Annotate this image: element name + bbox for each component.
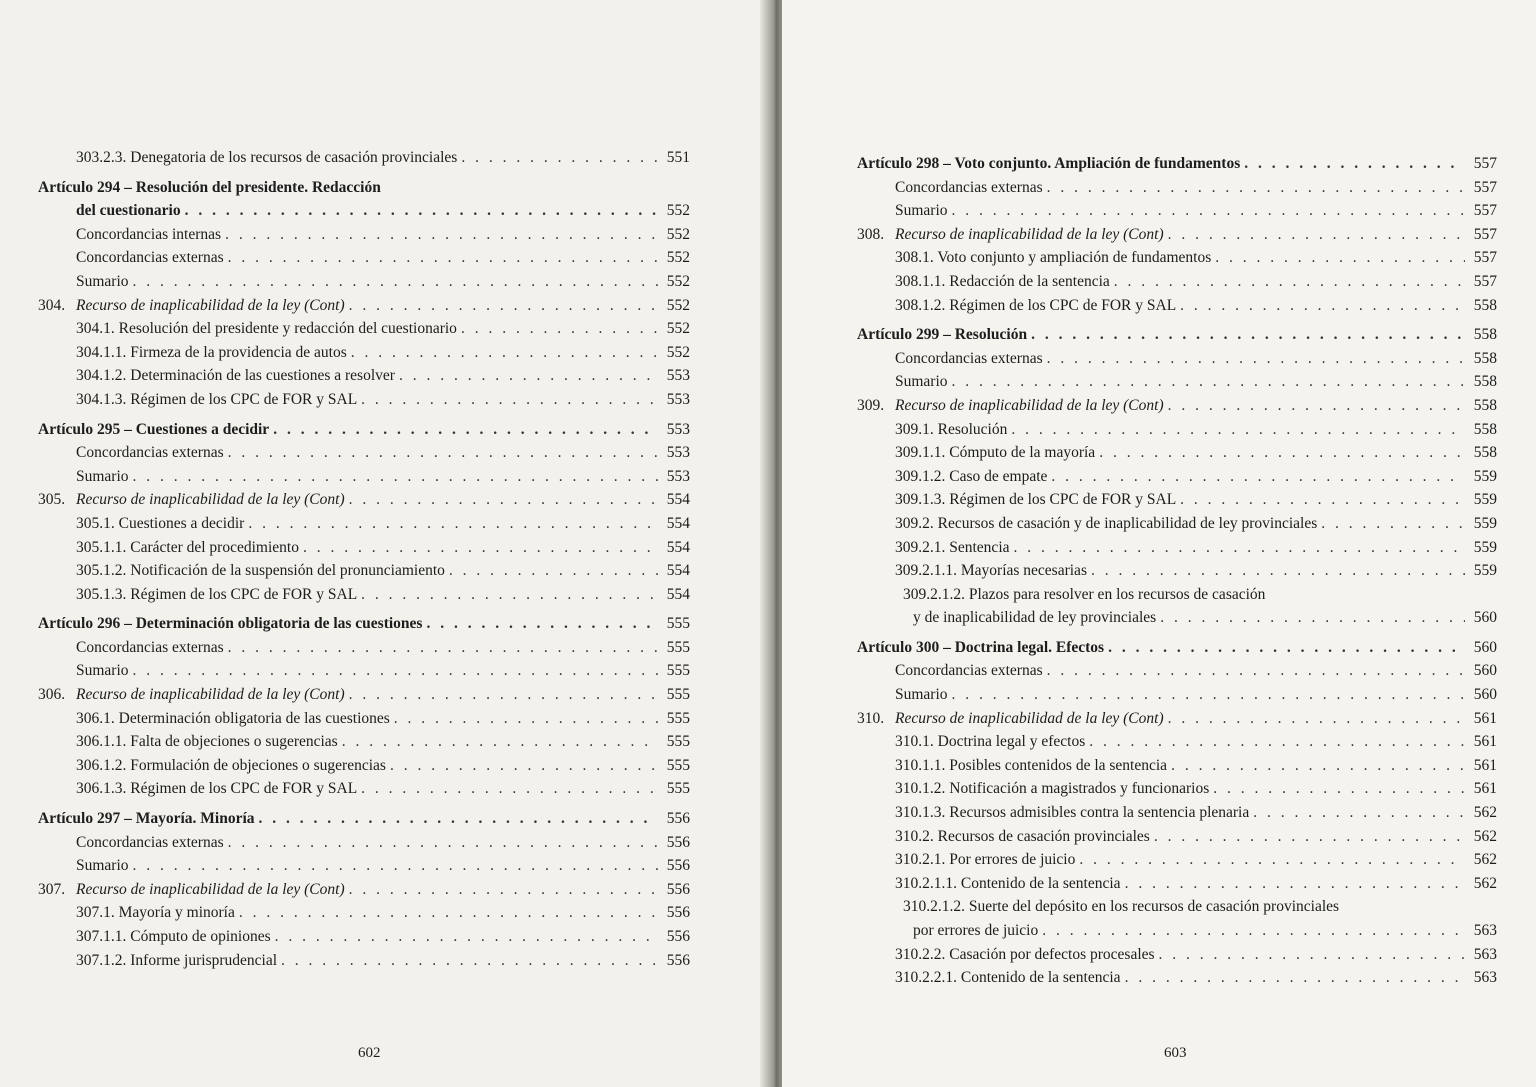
toc-entry-title: 310.2.1.2. Suerte del depósito en los recursos de casación provinciales [903, 898, 1340, 916]
toc-entry-title: 310.1.3. Recursos admisibles contra la sentencia plenaria [895, 804, 1250, 822]
toc-entry-title: 305.1.1. Carácter del procedimiento [76, 538, 299, 556]
toc-entry [857, 246, 1497, 270]
toc-entry [38, 831, 690, 855]
toc-entry [857, 683, 1497, 707]
leader-dots [1014, 536, 1465, 560]
toc-entry [38, 512, 690, 536]
toc-page-number: 561 [1473, 709, 1497, 727]
toc-page-number: 556 [666, 880, 690, 898]
toc-entry [857, 659, 1497, 683]
toc-entry [38, 536, 690, 560]
toc-page-number: 561 [1473, 756, 1497, 774]
leader-dots [952, 683, 1465, 707]
page-number-left: 602 [358, 1045, 381, 1061]
leader-dots [449, 559, 658, 583]
toc-entry-title: por errores de juicio [913, 922, 1039, 939]
toc-page-number: 553 [666, 420, 690, 438]
toc-page-number: 560 [1473, 609, 1497, 627]
toc-page-number: 552 [666, 202, 690, 220]
leader-dots [1079, 848, 1465, 872]
leader-dots [952, 370, 1465, 394]
toc-page-number: 554 [666, 538, 690, 556]
leader-dots [461, 146, 658, 170]
toc-page-number: 554 [666, 585, 690, 603]
toc-entry-title: Concordancias externas [895, 662, 1043, 680]
toc-entry-title: y de inaplicabilidad de ley provinciales [913, 609, 1157, 627]
toc-entry [38, 659, 690, 683]
leader-dots [349, 488, 658, 512]
leader-dots [361, 583, 658, 607]
toc-entry [38, 441, 690, 465]
toc-entry-title: Concordancias externas [895, 349, 1043, 367]
leader-dots [1168, 223, 1465, 247]
section-number: 304. [38, 296, 66, 314]
toc-page-number: 555 [666, 709, 690, 727]
toc-entry-title: Sumario [76, 662, 129, 680]
toc-page-number: 558 [1473, 349, 1497, 367]
toc-article-heading [857, 636, 1497, 660]
toc-entry [38, 901, 690, 925]
toc-entry [857, 966, 1497, 990]
toc-page-number: 556 [666, 951, 690, 969]
toc-page-number: 558 [1473, 373, 1497, 391]
toc-entry-title: 310.2. Recursos de casación provinciales [895, 827, 1150, 845]
toc-article-heading [38, 807, 690, 831]
toc-entry [857, 606, 1497, 630]
toc-page-number: 562 [1473, 827, 1497, 845]
toc-entry-title: 304.1.3. Régimen de los CPC de FOR y SAL [76, 390, 358, 408]
toc-entry-title: 309.1.3. Régimen de los CPC de FOR y SAL [895, 491, 1177, 509]
toc-page-number: 553 [666, 444, 690, 462]
leader-dots [461, 317, 658, 341]
leader-dots [426, 612, 658, 636]
toc-entry-title [857, 707, 1164, 731]
toc-entry-title [857, 223, 1164, 247]
toc-entry-title: Sumario [76, 272, 129, 290]
toc-entry [38, 388, 690, 412]
leader-dots [1321, 512, 1465, 536]
toc-page-number: 563 [1473, 945, 1497, 963]
toc-entry [38, 146, 690, 170]
toc-entry-title: 306.1.1. Falta de objeciones o sugerencias [76, 733, 338, 751]
toc-entry-title: 304.1.1. Firmeza de la providencia de autos [76, 343, 347, 361]
leader-dots [394, 707, 658, 731]
toc-page-number: 552 [666, 320, 690, 338]
toc-entry [38, 559, 690, 583]
toc-page-number: 555 [666, 615, 690, 633]
leader-dots [185, 199, 658, 223]
toc-page-number: 555 [666, 638, 690, 656]
section-number: 307. [38, 880, 66, 898]
toc-page-number: 562 [1473, 851, 1497, 869]
toc-page-number: 558 [1473, 326, 1497, 344]
toc-entry [38, 925, 690, 949]
toc-page-number: 561 [1473, 780, 1497, 798]
toc-entry-title: 304.1.2. Determinación de las cuestiones a resolver [76, 367, 395, 385]
leader-dots [228, 246, 658, 270]
toc-entry [38, 583, 690, 607]
section-number: 310. [857, 709, 885, 727]
toc-page-number: 563 [1473, 969, 1497, 987]
leader-dots [1244, 152, 1465, 176]
toc-entry [38, 223, 690, 247]
toc-page-number: 558 [1473, 396, 1497, 414]
toc-entry [38, 317, 690, 341]
toc-entry [857, 223, 1497, 247]
toc-entry-title: 310.1.2. Notificación a magistrados y funcionarios [895, 780, 1210, 798]
toc-entry [38, 341, 690, 365]
toc-entry [38, 707, 690, 731]
toc-entry-title: Sumario [895, 202, 948, 220]
toc-entry-title: 309.1.2. Caso de empate [895, 467, 1048, 485]
toc-page-number: 552 [666, 272, 690, 290]
leader-dots [1168, 394, 1465, 418]
leader-dots [1171, 754, 1465, 778]
toc-entry [38, 754, 690, 778]
toc-page-number: 552 [666, 296, 690, 314]
leader-dots [1051, 465, 1465, 489]
toc-page-number: 556 [666, 810, 690, 828]
section-number: 305. [38, 491, 66, 509]
leader-dots [228, 636, 658, 660]
toc-entry [857, 777, 1497, 801]
leader-dots [1180, 488, 1465, 512]
toc-entry-title: 310.1.1. Posibles contenidos de la sentencia [895, 756, 1168, 774]
toc-entry-title: 310.1. Doctrina legal y efectos [895, 733, 1086, 751]
toc-entry [38, 636, 690, 660]
leader-dots [1047, 659, 1465, 683]
toc-entry [857, 730, 1497, 754]
leader-dots [1215, 246, 1465, 270]
toc-entry [857, 825, 1497, 849]
toc-entry-title: 305.1. Cuestiones a decidir [76, 514, 245, 532]
toc-entry [857, 872, 1497, 896]
toc-entry-title: Concordancias externas [76, 638, 224, 656]
toc-page-number: 555 [666, 686, 690, 704]
toc-page-number: 553 [666, 390, 690, 408]
toc-article-heading [857, 323, 1497, 347]
toc-page-number: 557 [1473, 225, 1497, 243]
toc-page-number: 555 [666, 662, 690, 680]
section-title: Recurso de inaplicabilidad de la ley (Cont) [76, 880, 345, 898]
section-number: 306. [38, 686, 66, 704]
toc-page-number: 553 [666, 467, 690, 485]
toc-entry-title: 303.2.3. Denegatoria de los recursos de casación provinciales [76, 149, 458, 166]
leader-dots [1160, 606, 1465, 630]
toc-page-number: 559 [1473, 491, 1497, 509]
toc-entry [38, 488, 690, 512]
leader-dots [1154, 825, 1465, 849]
toc-entry-title: 308.1. Voto conjunto y ampliación de fundamentos [895, 249, 1212, 267]
toc-entry-title: 308.1.1. Redacción de la sentencia [895, 272, 1110, 290]
toc-entry [857, 943, 1497, 967]
toc-page-number: 560 [1473, 686, 1497, 704]
leader-dots [1159, 943, 1465, 967]
toc-entry [857, 465, 1497, 489]
toc-entry [857, 347, 1497, 371]
toc-article-heading [38, 612, 690, 636]
toc-page-number: 557 [1473, 155, 1497, 172]
toc-entry-title: Artículo 295 – Cuestiones a decidir [38, 420, 270, 438]
toc-entry-title: Artículo 297 – Mayoría. Minoría [38, 810, 255, 828]
toc-page-number: 554 [666, 514, 690, 532]
leader-dots [1091, 559, 1465, 583]
toc-page-number: 553 [666, 367, 690, 385]
toc-entry-title: 307.1. Mayoría y minoría [76, 904, 235, 922]
toc-page-number: 555 [666, 756, 690, 774]
toc-page-number: 558 [1473, 420, 1497, 438]
toc-entry-title [857, 394, 1164, 418]
toc-entry-title: Sumario [76, 467, 129, 485]
toc-entry [857, 559, 1497, 583]
toc-entry-title [38, 488, 345, 512]
leader-dots [351, 341, 658, 365]
leader-dots [228, 831, 658, 855]
toc-entry [857, 394, 1497, 418]
toc-article-heading [857, 152, 1497, 176]
toc-page-number: 559 [1473, 514, 1497, 532]
leader-dots [361, 388, 658, 412]
leader-dots [1253, 801, 1465, 825]
leader-dots [952, 199, 1465, 223]
leader-dots [1213, 777, 1465, 801]
table-of-contents-left [38, 146, 690, 972]
toc-entry-title: Sumario [76, 857, 129, 875]
toc-page-number: 551 [666, 149, 690, 166]
toc-page-number: 556 [666, 833, 690, 851]
toc-entry-title: 310.2.1.1. Contenido de la sentencia [895, 874, 1121, 892]
leader-dots [133, 270, 658, 294]
toc-entry [857, 270, 1497, 294]
toc-entry [38, 730, 690, 754]
toc-entry-title: del cuestionario [76, 202, 181, 220]
toc-entry [38, 949, 690, 973]
leader-dots [1114, 270, 1465, 294]
toc-entry-title [38, 878, 345, 902]
toc-page-number: 552 [666, 343, 690, 361]
leader-dots [390, 754, 658, 778]
toc-page-number: 554 [666, 562, 690, 580]
section-title: Recurso de inaplicabilidad de la ley (Cont) [895, 396, 1164, 414]
toc-entry [857, 294, 1497, 318]
toc-entry [857, 418, 1497, 442]
toc-page-number: 556 [666, 928, 690, 945]
toc-entry [857, 848, 1497, 872]
leader-dots [1047, 176, 1465, 200]
toc-page-number: 557 [1473, 202, 1497, 220]
leader-dots [1125, 872, 1465, 896]
toc-entry-title: 307.1.2. Informe jurisprudencial [76, 951, 278, 969]
toc-entry-title: Artículo 300 – Doctrina legal. Efectos [857, 638, 1105, 656]
toc-entry-title: Sumario [895, 686, 948, 704]
toc-entry [857, 370, 1497, 394]
toc-page-number: 554 [666, 491, 690, 509]
leader-dots [361, 777, 658, 801]
toc-entry [857, 488, 1497, 512]
toc-entry [38, 199, 690, 223]
toc-page-number: 557 [1473, 272, 1497, 290]
toc-entry-title: 306.1.2. Formulación de objeciones o sugerencias [76, 756, 386, 774]
toc-entry [38, 683, 690, 707]
toc-page-number: 563 [1473, 922, 1497, 939]
leader-dots [349, 683, 658, 707]
toc-page-number: 555 [666, 733, 690, 751]
toc-entry-title: Sumario [895, 373, 948, 391]
toc-entry-title: 305.1.2. Notificación de la suspensión del pronunciamiento [76, 562, 445, 580]
section-number: 308. [857, 225, 885, 243]
toc-entry-title: 308.1.2. Régimen de los CPC de FOR y SAL [895, 296, 1177, 314]
toc-page-number: 559 [1473, 538, 1497, 556]
toc-entry-title: 310.2.1. Por errores de juicio [895, 851, 1076, 869]
toc-entry-title: 310.2.2.1. Contenido de la sentencia [895, 969, 1121, 987]
leader-dots [1011, 418, 1465, 442]
leader-dots [303, 536, 658, 560]
leader-dots [1168, 707, 1465, 731]
toc-page-number: 559 [1473, 562, 1497, 580]
toc-article-heading [38, 418, 690, 442]
toc-entry [38, 270, 690, 294]
leader-dots [225, 223, 658, 247]
toc-entry [38, 878, 690, 902]
toc-page-number: 558 [1473, 296, 1497, 314]
toc-entry-title: 306.1. Determinación obligatoria de las cuestiones [76, 709, 390, 727]
toc-entry [857, 754, 1497, 778]
leader-dots [1042, 919, 1465, 943]
leader-dots [1125, 966, 1465, 990]
toc-entry [857, 536, 1497, 560]
toc-entry-title: Artículo 294 – Resolución del presidente. Redacción [38, 178, 381, 196]
leader-dots [342, 730, 658, 754]
leader-dots [1180, 294, 1465, 318]
toc-page-number: 561 [1473, 733, 1497, 751]
toc-entry-title: 305.1.3. Régimen de los CPC de FOR y SAL [76, 585, 358, 603]
toc-entry [857, 441, 1497, 465]
leader-dots [133, 659, 658, 683]
section-title: Recurso de inaplicabilidad de la ley (Cont) [76, 686, 345, 704]
toc-entry-title: 309.2.1. Sentencia [895, 538, 1010, 556]
section-title: Recurso de inaplicabilidad de la ley (Cont) [895, 225, 1164, 243]
toc-entry-title: 310.2.2. Casación por defectos procesales [895, 945, 1155, 963]
leader-dots [349, 294, 658, 318]
toc-entry-title: 309.1. Resolución [895, 420, 1008, 438]
table-of-contents-right [857, 146, 1497, 990]
toc-entry [857, 919, 1497, 943]
toc-page-number: 555 [666, 780, 690, 798]
leader-dots [1047, 347, 1465, 371]
toc-page-number: 558 [1473, 444, 1497, 462]
leader-dots [1108, 636, 1465, 660]
leader-dots [259, 807, 658, 831]
toc-entry-title: 306.1.3. Régimen de los CPC de FOR y SAL [76, 780, 358, 798]
toc-entry-title: Artículo 296 – Determinación obligatoria de las cuestiones [38, 615, 423, 633]
toc-entry [38, 854, 690, 878]
page-number-right: 603 [1164, 1045, 1187, 1061]
toc-page-number: 556 [666, 857, 690, 875]
toc-page-number: 562 [1473, 804, 1497, 822]
section-number: 309. [857, 396, 885, 414]
leader-dots [1089, 730, 1465, 754]
toc-page-number: 552 [666, 249, 690, 267]
toc-entry [38, 364, 690, 388]
leader-dots [275, 925, 658, 949]
toc-entry [857, 176, 1497, 200]
leader-dots [281, 949, 658, 973]
toc-entry-title: Concordancias externas [76, 833, 224, 851]
leader-dots [228, 441, 658, 465]
toc-page-number: 552 [666, 225, 690, 243]
toc-entry-title: 309.1.1. Cómputo de la mayoría [895, 444, 1096, 462]
toc-entry [38, 246, 690, 270]
toc-page-number: 559 [1473, 467, 1497, 485]
toc-entry [38, 777, 690, 801]
right-page [782, 0, 1536, 1087]
toc-entry [857, 512, 1497, 536]
toc-entry-title: Concordancias externas [895, 178, 1043, 196]
toc-entry [857, 199, 1497, 223]
toc-entry-title: 309.2.1.1. Mayorías necesarias [895, 562, 1087, 580]
toc-entry-title [38, 294, 345, 318]
leader-dots [248, 512, 658, 536]
toc-entry-title: 309.2. Recursos de casación y de inaplicabilidad de ley provinciales [895, 514, 1318, 532]
leader-dots [239, 901, 658, 925]
section-title: Recurso de inaplicabilidad de la ley (Cont) [76, 491, 345, 509]
toc-page-number: 556 [666, 904, 690, 922]
leader-dots [399, 364, 658, 388]
toc-page-number: 560 [1473, 638, 1497, 656]
toc-entry-title: 304.1. Resolución del presidente y redacción del cuestionario [76, 320, 457, 338]
toc-entry [857, 707, 1497, 731]
leader-dots [1099, 441, 1465, 465]
toc-entry [38, 294, 690, 318]
toc-page-number: 557 [1473, 178, 1497, 196]
leader-dots [133, 465, 658, 489]
toc-entry [38, 465, 690, 489]
toc-entry-title: 309.2.1.2. Plazos para resolver en los recursos de casación [903, 585, 1266, 603]
section-title: Recurso de inaplicabilidad de la ley (Cont) [76, 296, 345, 314]
toc-entry-title: 307.1.1. Cómputo de opiniones [76, 928, 271, 945]
leader-dots [273, 418, 658, 442]
toc-entry-title: Artículo 299 – Resolución [857, 326, 1028, 344]
toc-page-number: 562 [1473, 874, 1497, 892]
toc-entry-title: Artículo 298 – Voto conjunto. Ampliación de fundamentos [857, 155, 1241, 172]
leader-dots [349, 878, 658, 902]
toc-page-number: 557 [1473, 249, 1497, 267]
toc-page-number: 560 [1473, 662, 1497, 680]
toc-entry-title [38, 683, 345, 707]
toc-entry-title: Concordancias internas [76, 225, 222, 243]
section-title: Recurso de inaplicabilidad de la ley (Cont) [895, 709, 1164, 727]
toc-entry-title: Concordancias externas [76, 444, 224, 462]
toc-entry-title: Concordancias externas [76, 249, 224, 267]
toc-entry [857, 801, 1497, 825]
leader-dots [1031, 323, 1465, 347]
leader-dots [133, 854, 658, 878]
